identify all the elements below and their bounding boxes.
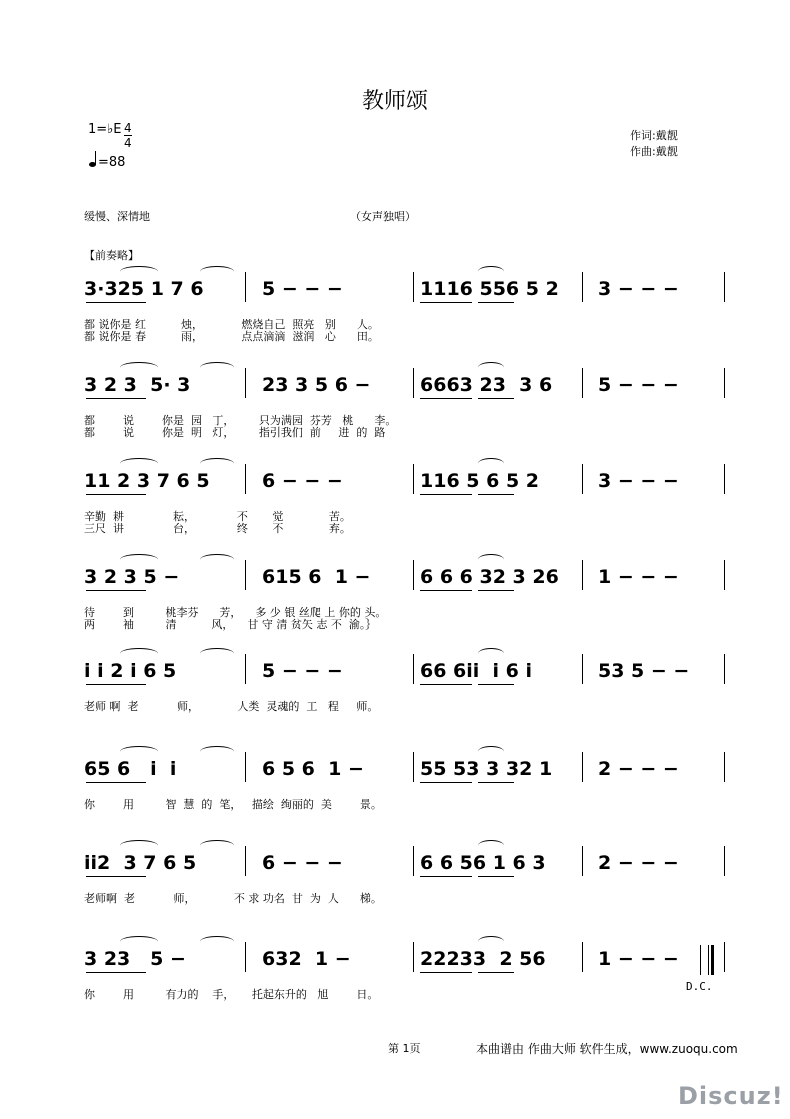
page-number: 第 1页 xyxy=(388,1042,421,1055)
lyric-line: 两 袖 清 风， 甘 守 清 贫矢 志 不 渝。｝ xyxy=(84,618,377,631)
time-bottom: 4 xyxy=(124,136,132,150)
barline xyxy=(413,654,414,684)
beam-underline xyxy=(478,590,514,591)
barline xyxy=(724,654,725,684)
barline xyxy=(413,846,414,876)
measure-notes: 11 2 3 7 6 5 xyxy=(84,470,210,492)
measure-notes: 3·325 1 7 6 xyxy=(84,278,204,300)
measure-notes: 53 5 − − xyxy=(598,660,690,682)
barline xyxy=(245,272,246,302)
barline xyxy=(413,560,414,590)
barline xyxy=(413,752,414,782)
slur-mark xyxy=(478,936,504,947)
barline xyxy=(724,560,725,590)
measure-notes: 66 6ii i 6 i xyxy=(420,660,533,682)
barline xyxy=(724,942,725,972)
barline xyxy=(582,464,583,494)
barline xyxy=(245,942,246,972)
measure-notes: 23 3 5 6 − xyxy=(262,374,371,396)
tempo-marking xyxy=(89,155,125,170)
barline xyxy=(245,368,246,398)
beam-underline xyxy=(478,494,514,495)
measure-notes: 116 5 6 5 2 xyxy=(420,470,540,492)
slur-mark xyxy=(478,648,504,659)
expression-marking: 缓慢、深情地 xyxy=(84,210,150,223)
measure-notes: 55 53 3 32 1 xyxy=(420,758,553,780)
measure-notes: 615 6 1 − xyxy=(262,566,371,588)
beam-underline xyxy=(86,876,146,877)
measure-notes: 2 − − − xyxy=(598,758,679,780)
barline xyxy=(413,942,414,972)
barline xyxy=(582,846,583,876)
measure-notes: i i 2 i 6 5 xyxy=(84,660,177,682)
measure-notes: 6663 23 3 6 xyxy=(420,374,553,396)
measure-notes: 3 23 5 − xyxy=(84,948,186,970)
lyric-line: 老师 啊 老 师， 人类 灵魂的 工 程 师。 xyxy=(84,700,379,713)
slur-mark xyxy=(200,936,234,947)
slur-mark xyxy=(120,648,158,659)
measure-notes: 6 6 56 1 6 3 xyxy=(420,852,546,874)
barline xyxy=(724,464,725,494)
measure-notes: ii2 3 7 6 5 xyxy=(84,852,197,874)
measure-notes: 3 2 3 5 − xyxy=(84,566,180,588)
measure-notes: 2 − − − xyxy=(598,852,679,874)
intro-marking: 【前奏略】 xyxy=(84,249,139,262)
lyric-line: 都 说你是 春 雨， 点点滴滴 滋润 心 田。 xyxy=(84,330,379,343)
barline xyxy=(245,654,246,684)
measure-notes: 3 − − − xyxy=(598,278,679,300)
quarter-note-icon xyxy=(89,162,96,167)
lyric-line: 你 用 智 慧 的 笔， 描绘 绚丽的 美 景。 xyxy=(84,798,382,811)
beam-underline xyxy=(478,398,514,399)
dc-marking: D.C. xyxy=(686,980,713,993)
measure-notes: 65 6 i i xyxy=(84,758,177,780)
barline xyxy=(582,560,583,590)
generator-note: 本曲谱由 作曲大师 软件生成，www.zuoqu.com xyxy=(476,1042,738,1056)
beam-underline xyxy=(420,302,472,303)
slur-mark xyxy=(120,362,158,373)
measure-notes: 5 − − − xyxy=(262,660,343,682)
barline xyxy=(413,368,414,398)
barline xyxy=(582,942,583,972)
lyric-line: 你 用 有力的 手， 托起东升的 旭 日。 xyxy=(84,988,379,1001)
composer: 作曲:戴靓 xyxy=(630,145,678,158)
barline xyxy=(724,368,725,398)
measure-notes: 6 − − − xyxy=(262,852,343,874)
page-title: 教师颂 xyxy=(361,89,428,114)
watermark-logo: Discuz! xyxy=(678,1082,784,1110)
barline xyxy=(245,464,246,494)
barline xyxy=(582,272,583,302)
beam-underline xyxy=(420,972,472,973)
barline xyxy=(724,846,725,876)
barline xyxy=(724,272,725,302)
barline xyxy=(582,752,583,782)
slur-mark xyxy=(200,648,234,659)
slur-mark xyxy=(478,840,504,851)
beam-underline xyxy=(420,590,472,591)
slur-mark xyxy=(200,840,234,851)
beam-underline xyxy=(478,684,514,685)
beam-underline xyxy=(86,590,146,591)
lyric-line: 三尺 讲 台， 终 不 弃。 xyxy=(84,522,351,535)
time-top: 4 xyxy=(124,121,132,135)
slur-mark xyxy=(200,362,234,373)
measure-notes: 5 − − − xyxy=(598,374,679,396)
measure-notes: 6 6 6 32 3 26 xyxy=(420,566,559,588)
slur-mark xyxy=(120,746,158,757)
beam-underline xyxy=(86,972,146,973)
beam-underline xyxy=(478,302,514,303)
beam-underline xyxy=(420,782,472,783)
barline xyxy=(724,752,725,782)
measure-notes: 1 − − − xyxy=(598,948,679,970)
barline xyxy=(582,654,583,684)
key-signature: 1=♭E xyxy=(88,122,122,137)
beam-underline xyxy=(86,398,146,399)
slur-mark xyxy=(200,458,234,469)
beam-underline xyxy=(478,972,514,973)
barline xyxy=(245,752,246,782)
lyric-line: 老师啊 老 师， 不 求 功名 甘 为 人 梯。 xyxy=(84,892,382,905)
lyric-line: 都 说你是 红 烛， 燃烧自己 照亮 别 人。 xyxy=(84,318,379,331)
performer-marking: （女声独唱） xyxy=(350,210,416,223)
barline xyxy=(582,368,583,398)
measure-notes: 632 1 − xyxy=(262,948,351,970)
lyric-line: 辛勤 耕 耘， 不 觉 苦。 xyxy=(84,510,351,523)
measure-notes: 3 − − − xyxy=(598,470,679,492)
barline xyxy=(245,560,246,590)
slur-mark xyxy=(120,840,158,851)
slur-mark xyxy=(478,746,504,757)
beam-underline xyxy=(86,494,146,495)
measure-notes: 22233 2 56 xyxy=(420,948,546,970)
measure-notes: 6 − − − xyxy=(262,470,343,492)
slur-mark xyxy=(200,554,234,565)
beam-underline xyxy=(86,684,146,685)
time-signature xyxy=(124,121,132,150)
slur-mark xyxy=(120,936,158,947)
beam-underline xyxy=(420,398,472,399)
lyric-line: 待 到 桃李芬 芳， 多 少 银 丝爬 上 你的 头。 xyxy=(84,606,387,619)
barline xyxy=(413,272,414,302)
lyricist: 作词:戴靓 xyxy=(630,129,678,142)
beam-underline xyxy=(86,782,146,783)
beam-underline xyxy=(478,876,514,877)
measure-notes: 1116 556 5 2 xyxy=(420,278,559,300)
tempo-value: =88 xyxy=(98,155,126,170)
beam-underline xyxy=(420,876,472,877)
measure-notes: 3 2 3 5· 3 xyxy=(84,374,191,396)
slur-mark xyxy=(478,362,504,373)
barline xyxy=(413,464,414,494)
credits xyxy=(630,128,678,160)
slur-mark xyxy=(478,554,504,565)
slur-mark xyxy=(478,266,504,277)
beam-underline xyxy=(478,782,514,783)
slur-mark xyxy=(200,746,234,757)
measure-notes: 5 − − − xyxy=(262,278,343,300)
beam-underline xyxy=(420,494,472,495)
measure-notes: 6 5 6 1 − xyxy=(262,758,364,780)
measure-notes: 1 − − − xyxy=(598,566,679,588)
slur-mark xyxy=(120,554,158,565)
beam-underline xyxy=(86,302,146,303)
lyric-line: 都 说 你是 明 灯， 指引我们 前 进 的 路 xyxy=(84,426,386,439)
slur-mark xyxy=(120,266,158,277)
beam-underline xyxy=(420,684,472,685)
slur-mark xyxy=(200,266,234,277)
slur-mark xyxy=(478,458,504,469)
lyric-line: 都 说 你是 园 丁， 只为满园 芬芳 桃 李。 xyxy=(84,414,397,427)
slur-mark xyxy=(120,458,158,469)
barline xyxy=(245,846,246,876)
